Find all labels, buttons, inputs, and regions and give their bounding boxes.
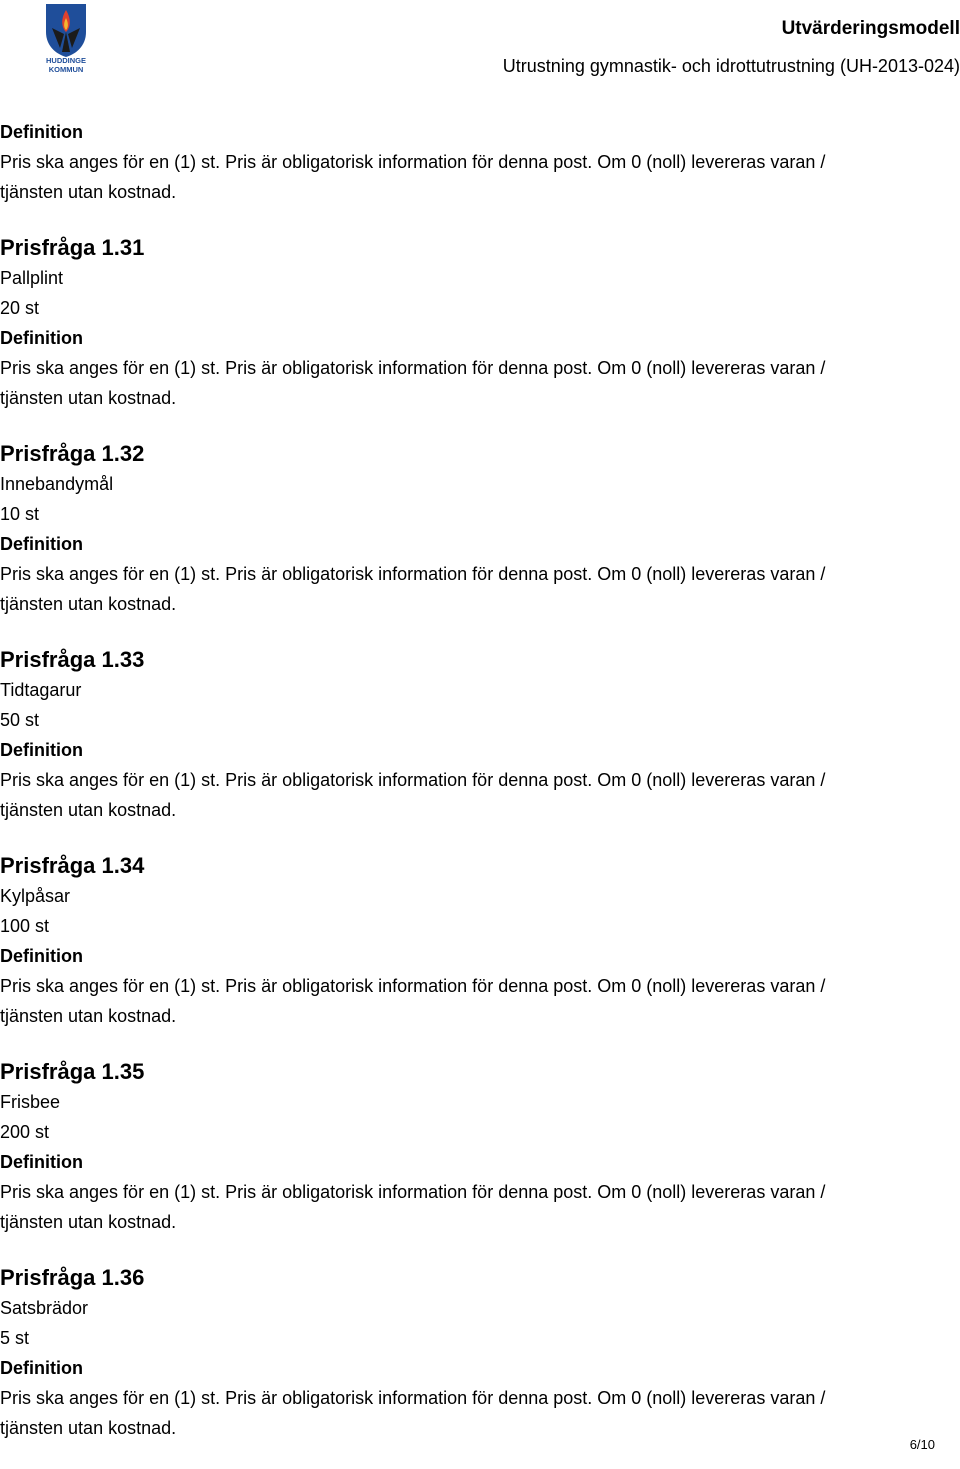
logo-line-2: KOMMUN	[48, 65, 84, 74]
continued-definition	[0, 117, 960, 207]
definition-label: Definition	[0, 1152, 83, 1172]
item-quantity: 10 st	[0, 504, 40, 524]
definition-text: tjänsten utan kostnad.	[0, 1212, 177, 1232]
price-question	[0, 1263, 960, 1443]
definition-text: tjänsten utan kostnad.	[0, 594, 177, 614]
price-question-heading: Prisfråga 1.34	[0, 853, 145, 878]
definition-text: Pris ska anges för en (1) st. Pris är obligatorisk information för denna post. Om 0 (noll) levereras varan /	[0, 564, 826, 584]
definition-text: Pris ska anges för en (1) st. Pris är obligatorisk information för denna post. Om 0 (noll) levereras varan /	[0, 976, 826, 996]
definition-label: Definition	[0, 328, 83, 348]
definition-text: tjänsten utan kostnad.	[0, 388, 177, 408]
definition-text: Pris ska anges för en (1) st. Pris är obligatorisk information för denna post. Om 0 (noll) levereras varan /	[0, 152, 826, 172]
item-name: Innebandymål	[0, 474, 114, 494]
price-question	[0, 851, 960, 1031]
price-question	[0, 233, 960, 413]
item-name: Pallplint	[0, 268, 64, 288]
document-title: Utvärderingsmodell	[781, 18, 960, 39]
price-question	[0, 645, 960, 825]
price-question	[0, 439, 960, 619]
logo-line-1: HUDDINGE	[45, 56, 86, 65]
definition-label: Definition	[0, 740, 83, 760]
price-question-heading: Prisfråga 1.32	[0, 441, 145, 466]
item-quantity: 50 st	[0, 710, 40, 730]
page-header	[0, 0, 960, 100]
document-content	[0, 117, 960, 1469]
price-question-heading: Prisfråga 1.35	[0, 1059, 145, 1084]
item-name: Frisbee	[0, 1092, 61, 1112]
page-number: 6/10	[909, 1437, 935, 1452]
price-question-heading: Prisfråga 1.31	[0, 235, 145, 260]
definition-label: Definition	[0, 534, 83, 554]
item-name: Tidtagarur	[0, 680, 82, 700]
definition-text: tjänsten utan kostnad.	[0, 1006, 177, 1026]
item-name: Satsbrädor	[0, 1298, 89, 1318]
definition-label: Definition	[0, 122, 83, 142]
item-quantity: 5 st	[0, 1328, 30, 1348]
definition-text: tjänsten utan kostnad.	[0, 800, 177, 820]
item-quantity: 20 st	[0, 298, 40, 318]
definition-text: tjänsten utan kostnad.	[0, 182, 177, 202]
definition-text: Pris ska anges för en (1) st. Pris är obligatorisk information för denna post. Om 0 (noll) levereras varan /	[0, 1182, 826, 1202]
definition-text: Pris ska anges för en (1) st. Pris är obligatorisk information för denna post. Om 0 (noll) levereras varan /	[0, 770, 826, 790]
definition-label: Definition	[0, 946, 83, 966]
document-subtitle: Utrustning gymnastik- och idrottutrustning (UH-2013-024)	[502, 56, 960, 76]
definition-label: Definition	[0, 1358, 83, 1378]
price-question-heading: Prisfråga 1.33	[0, 647, 145, 672]
item-name: Kylpåsar	[0, 886, 71, 906]
definition-text: Pris ska anges för en (1) st. Pris är obligatorisk information för denna post. Om 0 (noll) levereras varan /	[0, 358, 826, 378]
price-question-heading: Prisfråga 1.36	[0, 1265, 145, 1290]
definition-text: Pris ska anges för en (1) st. Pris är obligatorisk information för denna post. Om 0 (noll) levereras varan /	[0, 1388, 826, 1408]
item-quantity: 100 st	[0, 916, 50, 936]
price-question	[0, 1057, 960, 1237]
definition-text: tjänsten utan kostnad.	[0, 1418, 177, 1438]
logo-text	[40, 56, 92, 74]
coat-of-arms-icon	[40, 2, 92, 58]
item-quantity: 200 st	[0, 1122, 50, 1142]
